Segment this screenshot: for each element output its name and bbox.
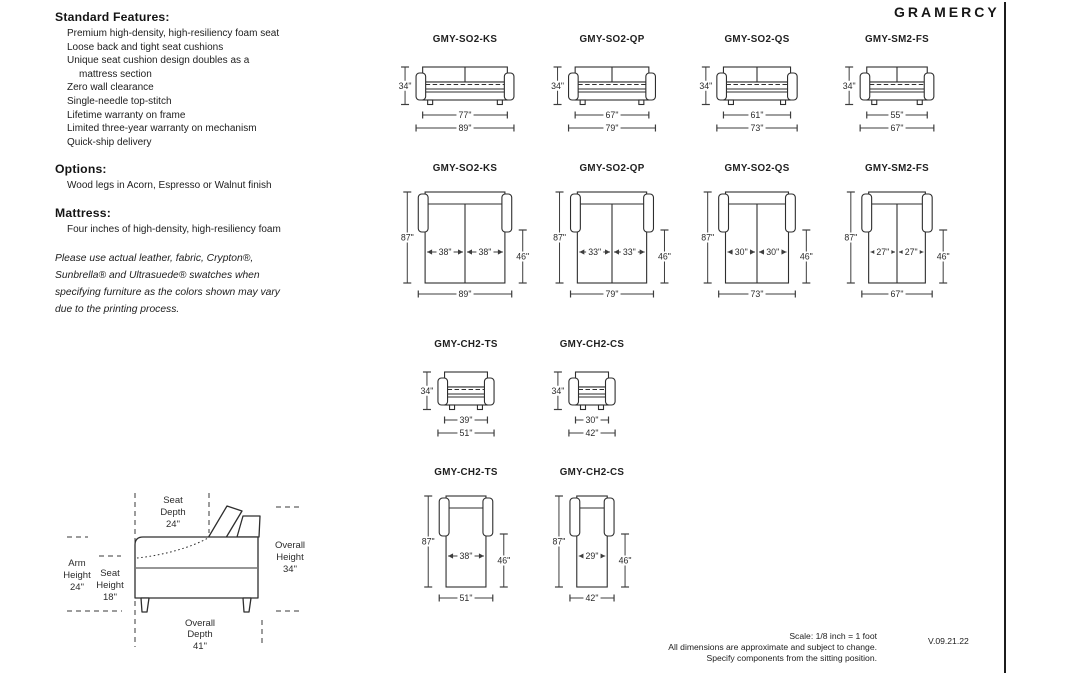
svg-text:30": 30" xyxy=(585,415,599,426)
standard-features-list xyxy=(55,27,360,149)
back-frame xyxy=(237,516,260,537)
svg-text:87": 87" xyxy=(844,232,858,243)
mattress-heading: Mattress: xyxy=(55,205,111,220)
back-leg xyxy=(243,598,251,612)
svg-text:34": 34" xyxy=(551,385,565,396)
seat-height-value: 18" xyxy=(103,592,117,603)
feature-item: Zero wall clearance xyxy=(67,82,154,94)
svg-text:61": 61" xyxy=(750,110,764,121)
overall-depth-value: 41" xyxy=(193,641,207,652)
model-label: GMY-CH2-CS xyxy=(559,339,625,350)
seat-depth-value: 24" xyxy=(166,519,180,530)
front-leg xyxy=(141,598,149,612)
feature-item: Single-needle top-stitch xyxy=(67,95,172,107)
open-sleeper-drawing xyxy=(827,176,967,302)
svg-text:67": 67" xyxy=(890,289,904,300)
model-label: GMY-SO2-KS xyxy=(432,34,498,45)
svg-text:87": 87" xyxy=(400,232,414,243)
svg-text:46": 46" xyxy=(618,555,632,566)
svg-text:38": 38" xyxy=(459,551,473,562)
spec-diagram-gmy-ch2-ts-open xyxy=(401,467,531,606)
sofa-profile-drawing xyxy=(135,506,260,612)
overall-depth-label: Overall xyxy=(184,618,216,629)
svg-text:34": 34" xyxy=(699,80,713,91)
option-item: Wood legs in Acorn, Espresso or Walnut finish xyxy=(67,180,272,192)
front-view-drawing xyxy=(687,47,827,139)
overall-depth-label: Depth xyxy=(187,629,213,640)
dimensions-note: All dimensions are approximate and subject to change. xyxy=(668,642,877,652)
feature-item: Quick-ship delivery xyxy=(67,136,152,148)
swatch-disclaimer-note xyxy=(55,250,360,318)
svg-text:87": 87" xyxy=(421,536,435,547)
svg-text:34": 34" xyxy=(420,385,434,396)
svg-text:33": 33" xyxy=(622,247,636,258)
svg-text:46": 46" xyxy=(516,251,530,262)
svg-text:67": 67" xyxy=(890,123,904,134)
open-sleeper-drawing xyxy=(527,480,657,606)
svg-text:87": 87" xyxy=(552,536,566,547)
arm-height-label: Height xyxy=(63,570,91,581)
svg-text:34": 34" xyxy=(842,80,856,91)
svg-text:77": 77" xyxy=(458,110,472,121)
options-heading: Options: xyxy=(55,162,107,177)
spec-diagram-gmy-ch2-cs-open xyxy=(527,467,657,606)
page-divider-rule xyxy=(1004,2,1006,673)
spec-diagram-gmy-ch2-cs-front xyxy=(527,339,657,444)
mattress-item: Four inches of high-density, high-resiliency foam xyxy=(67,223,281,235)
spec-diagram-gmy-sm2-fs-front xyxy=(827,34,967,139)
footer-notes xyxy=(668,631,877,664)
svg-text:46": 46" xyxy=(799,251,813,262)
feature-item: Limited three-year warranty on mechanism xyxy=(67,123,257,135)
front-view-drawing xyxy=(395,47,535,139)
svg-text:30": 30" xyxy=(734,247,748,258)
model-label: GMY-SO2-QP xyxy=(579,34,645,45)
svg-text:46": 46" xyxy=(936,251,950,262)
version-label: V.09.21.22 xyxy=(928,636,969,646)
model-label: GMY-SM2-FS xyxy=(865,163,929,174)
left-panel xyxy=(55,10,360,318)
svg-text:89": 89" xyxy=(458,123,472,134)
arm-height-value: 24" xyxy=(70,582,84,593)
front-view-drawing xyxy=(401,352,531,444)
svg-text:27": 27" xyxy=(904,247,918,258)
svg-text:42": 42" xyxy=(585,593,599,604)
swatch-note-line: specifying furniture as the colors shown may vary xyxy=(55,286,280,298)
feature-item: mattress section xyxy=(79,68,152,80)
svg-text:46": 46" xyxy=(658,251,671,262)
svg-text:33": 33" xyxy=(588,247,602,258)
overall-height-label: Overall xyxy=(274,540,306,551)
swatch-note-line: due to the printing process. xyxy=(55,303,180,315)
model-label: GMY-CH2-TS xyxy=(434,467,498,478)
swatch-note-line: Please use actual leather, fabric, Crypton®, xyxy=(55,252,254,264)
scale-note: Scale: 1/8 inch = 1 foot xyxy=(789,631,877,641)
svg-text:89": 89" xyxy=(458,289,472,300)
seat-height-label: Height xyxy=(96,580,124,591)
spec-diagram-gmy-so2-qp-front xyxy=(542,34,682,139)
side-view-drawing xyxy=(40,470,330,670)
svg-text:73": 73" xyxy=(750,123,764,134)
open-sleeper-drawing xyxy=(542,176,682,302)
svg-text:27": 27" xyxy=(876,247,890,258)
model-label: GMY-SO2-QS xyxy=(724,34,790,45)
svg-text:38": 38" xyxy=(478,247,492,258)
seat-depth-label: Seat xyxy=(163,495,183,506)
overall-height-value: 34" xyxy=(283,564,297,575)
feature-item: Lifetime warranty on frame xyxy=(67,109,186,121)
svg-text:34": 34" xyxy=(398,80,412,91)
open-sleeper-drawing xyxy=(687,176,827,302)
svg-text:87": 87" xyxy=(701,232,715,243)
side-view-diagram xyxy=(40,470,330,670)
svg-text:51": 51" xyxy=(459,593,473,604)
standard-features-heading: Standard Features: xyxy=(55,10,170,24)
svg-text:55": 55" xyxy=(890,110,904,121)
spec-diagram-gmy-so2-qs-open xyxy=(687,163,827,302)
spec-diagram-gmy-ch2-ts-front xyxy=(401,339,531,444)
front-view-drawing xyxy=(827,47,967,139)
model-label: GMY-CH2-TS xyxy=(434,339,498,350)
svg-text:46": 46" xyxy=(497,555,511,566)
feature-item: Unique seat cushion design doubles as a xyxy=(67,55,250,67)
svg-text:30": 30" xyxy=(766,247,780,258)
svg-text:51": 51" xyxy=(459,428,473,439)
seat-height-label: Seat xyxy=(100,568,120,579)
spec-diagram-gmy-sm2-fs-open xyxy=(827,163,967,302)
model-label: GMY-SO2-QP xyxy=(579,163,645,174)
overall-height-label: Height xyxy=(276,552,304,563)
front-view-drawing xyxy=(527,352,657,444)
model-label: GMY-CH2-CS xyxy=(559,467,625,478)
model-label: GMY-SM2-FS xyxy=(865,34,929,45)
spec-diagram-gmy-so2-qs-front xyxy=(687,34,827,139)
model-label: GMY-SO2-QS xyxy=(724,163,790,174)
svg-text:79": 79" xyxy=(605,289,619,300)
svg-text:87": 87" xyxy=(553,232,566,243)
arm-height-label: Arm xyxy=(68,558,86,569)
svg-text:73": 73" xyxy=(750,289,764,300)
swatch-note-line: Sunbrella® and Ultrasuede® swatches when xyxy=(55,269,260,281)
svg-text:79": 79" xyxy=(605,123,619,134)
front-view-drawing xyxy=(542,47,682,139)
svg-text:29": 29" xyxy=(585,551,599,562)
feature-item: Loose back and tight seat cushions xyxy=(67,41,224,53)
spec-diagram-gmy-so2-ks-open xyxy=(395,163,535,302)
svg-text:67": 67" xyxy=(605,110,619,121)
options-list xyxy=(55,179,360,193)
model-label: GMY-SO2-KS xyxy=(432,163,498,174)
svg-text:34": 34" xyxy=(551,80,565,91)
mattress-list xyxy=(55,223,360,237)
svg-text:39": 39" xyxy=(459,415,473,426)
seat-depth-label: Depth xyxy=(160,507,186,518)
open-sleeper-drawing xyxy=(395,176,535,302)
brand-logo: GRAMERCY xyxy=(894,4,1000,20)
open-sleeper-drawing xyxy=(401,480,531,606)
spec-diagram-gmy-so2-ks-front xyxy=(395,34,535,139)
components-note: Specify components from the sitting position. xyxy=(706,653,877,663)
spec-diagram-gmy-so2-qp-open xyxy=(542,163,682,302)
svg-text:42": 42" xyxy=(585,428,599,439)
svg-text:38": 38" xyxy=(438,247,452,258)
feature-item: Premium high-density, high-resiliency foam seat xyxy=(67,28,280,39)
